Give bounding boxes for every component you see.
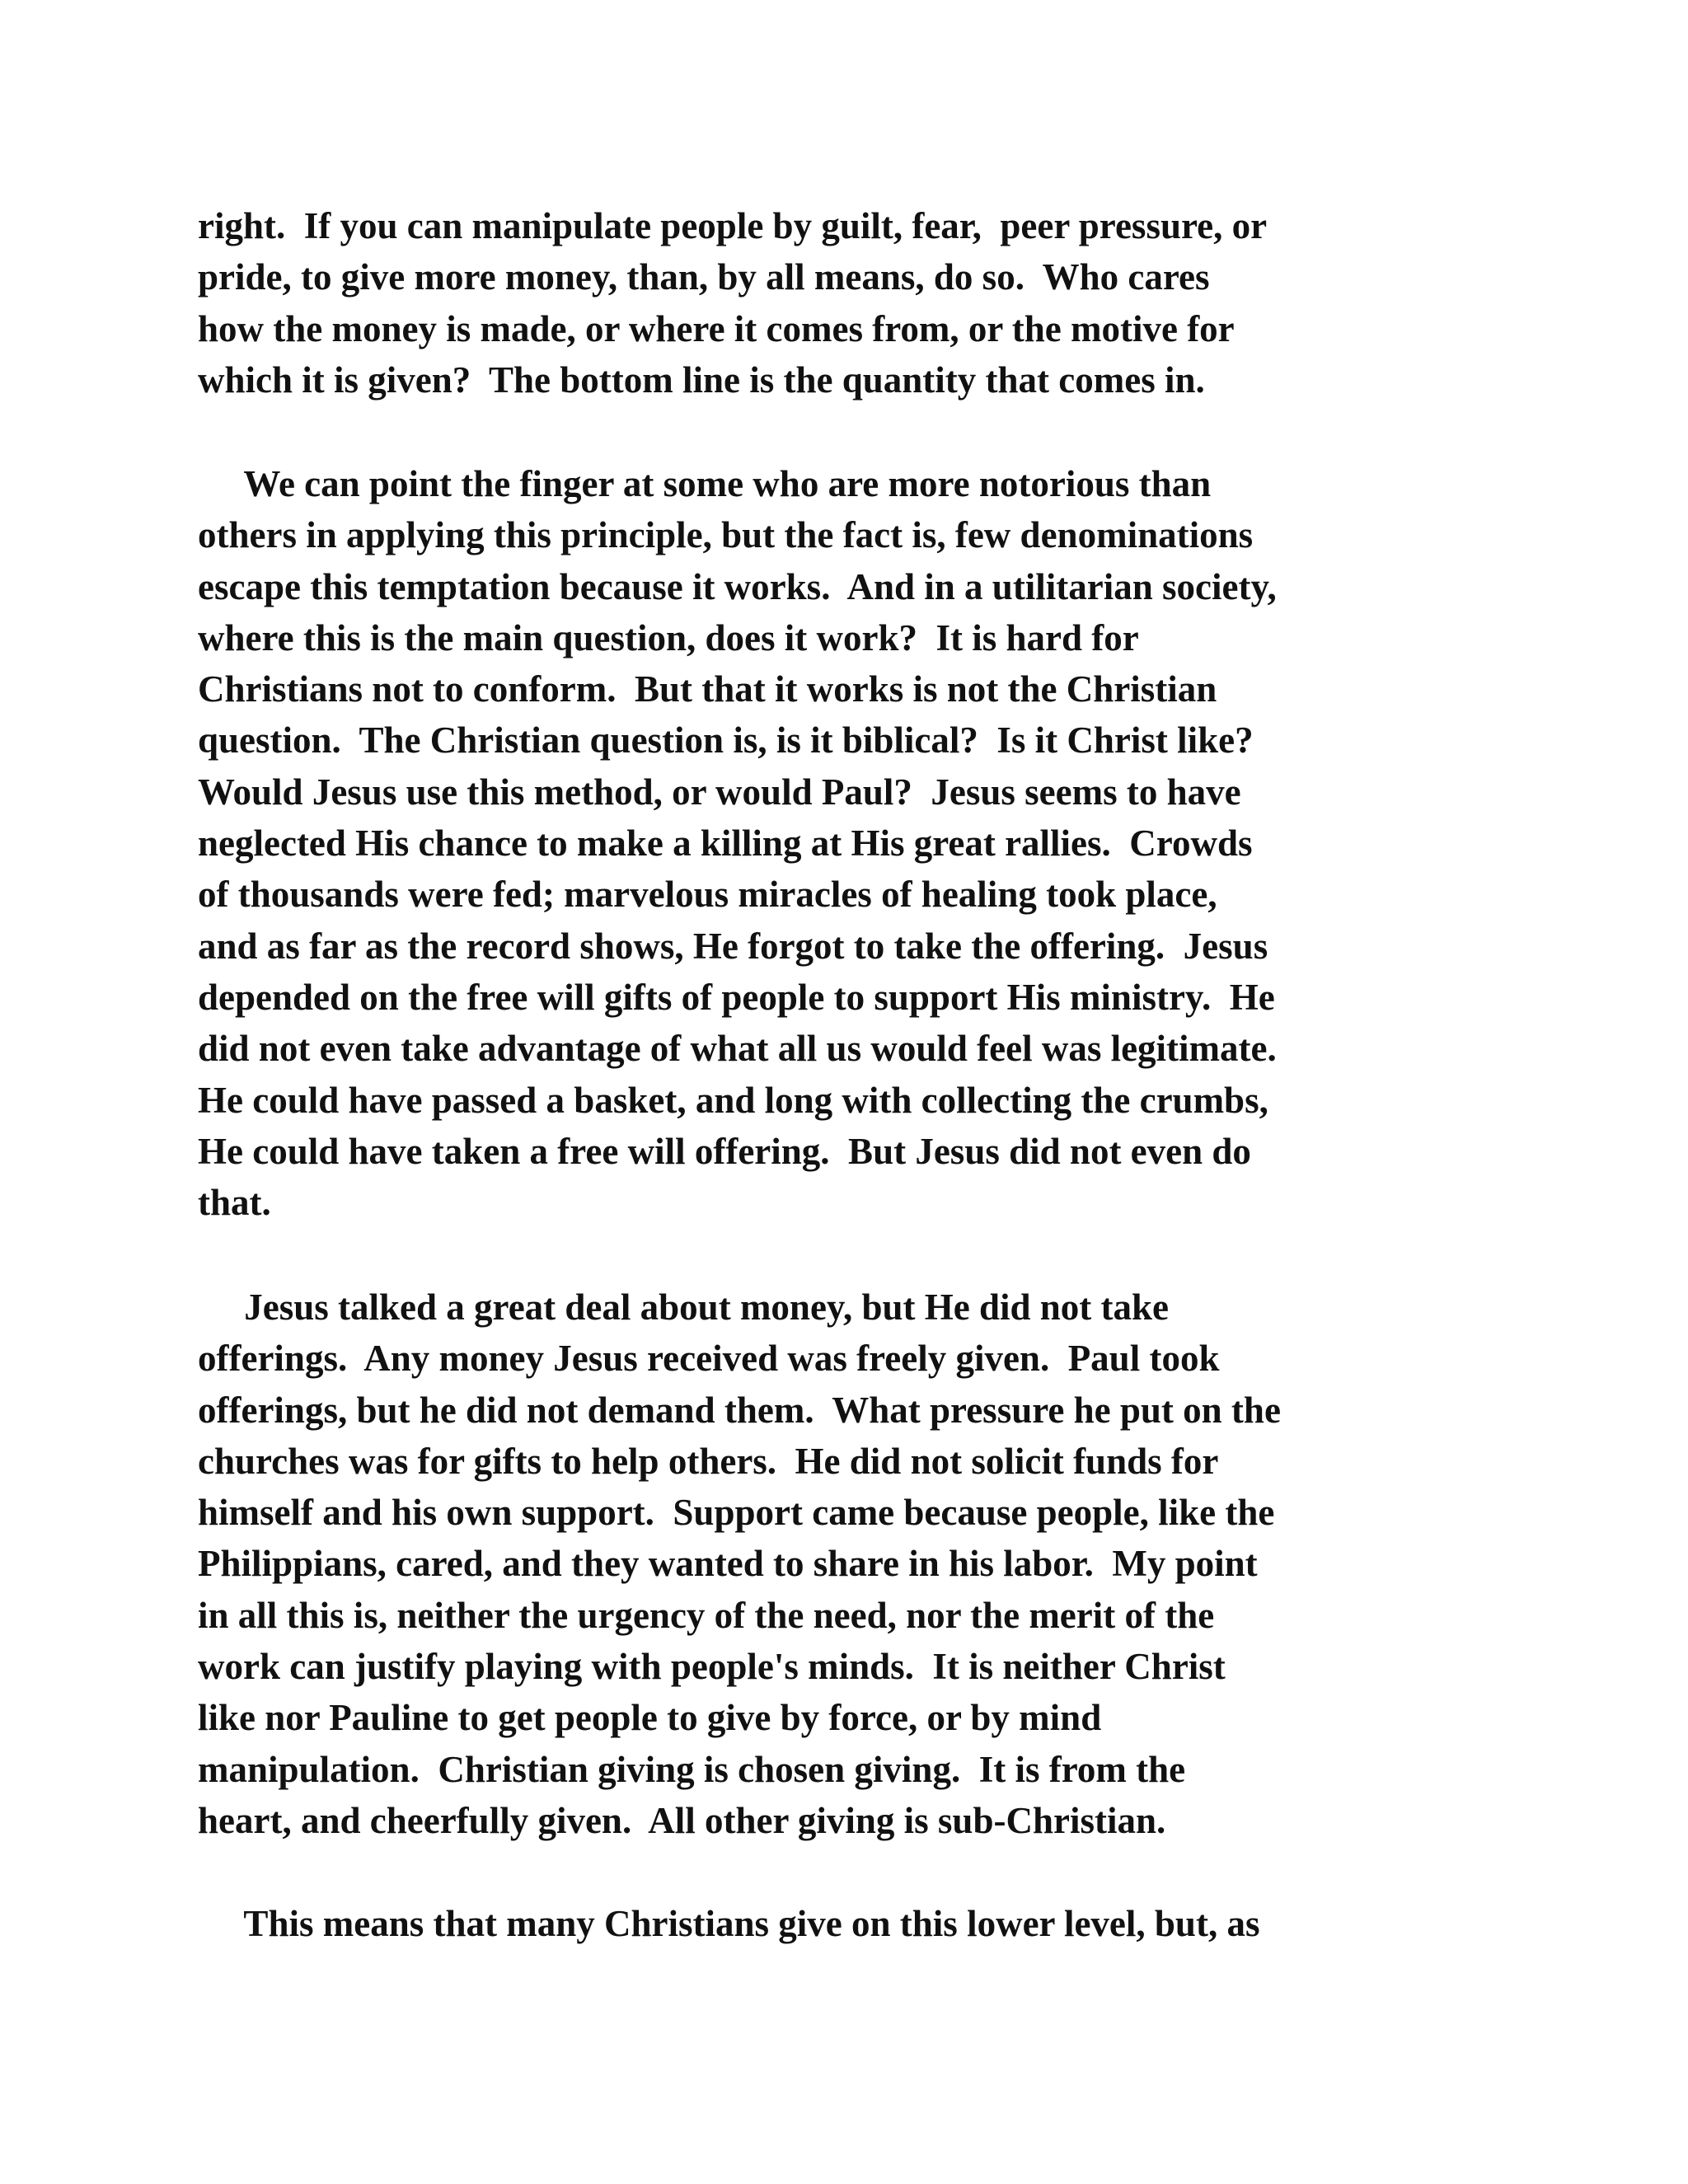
text-line: Philippians, cared, and they wanted to share in his labor. My point [198, 1543, 1258, 1585]
text-line: which it is given? The bottom line is the quantity that comes in. [198, 359, 1205, 401]
text-line: He could have taken a free will offering. But Jesus did not even do [198, 1130, 1251, 1172]
text-line: churches was for gifts to help others. He did not solicit funds for [198, 1440, 1219, 1482]
text-line: where this is the main question, does it work? It is hard for [198, 616, 1139, 658]
paragraph-1 [198, 200, 1500, 405]
text-line: This means that many Christians give on this lower level, but, as [198, 1903, 1260, 1944]
text-line: like nor Pauline to get people to give by force, or by mind [198, 1697, 1102, 1739]
text-line: escape this temptation because it works. And in a utilitarian society, [198, 565, 1277, 607]
text-line: offerings. Any money Jesus received was freely given. Paul took [198, 1338, 1220, 1380]
text-line: did not even take advantage of what all us would feel was legitimate. [198, 1028, 1277, 1070]
text-line: depended on the free will gifts of people to support His ministry. He [198, 976, 1275, 1018]
paragraph-3 [198, 1282, 1500, 1846]
text-line: offerings, but he did not demand them. What pressure he put on the [198, 1389, 1281, 1431]
paragraph-4 [198, 1898, 1500, 1949]
paragraph-2 [198, 458, 1500, 1228]
text-line: others in applying this principle, but the fact is, few denominations [198, 514, 1254, 556]
text-line: heart, and cheerfully given. All other giving is sub-Christian. [198, 1799, 1166, 1841]
text-line: right. If you can manipulate people by guilt, fear, peer pressure, or [198, 205, 1268, 246]
text-line: question. The Christian question is, is it biblical? Is it Christ like? [198, 719, 1254, 762]
text-line: and as far as the record shows, He forgot to take the offering. Jesus [198, 925, 1268, 967]
text-line: in all this is, neither the urgency of the need, nor the merit of the [198, 1594, 1215, 1636]
text-line: Christians not to conform. But that it works is not the Christian [198, 668, 1217, 710]
text-line: how the money is made, or where it comes from, or the motive for [198, 307, 1235, 349]
text-line: of thousands were fed; marvelous miracles of healing took place, [198, 874, 1217, 916]
text-line: himself and his own support. Support came because people, like the [198, 1492, 1275, 1534]
text-line: Jesus talked a great deal about money, but He did not take [198, 1286, 1170, 1328]
text-line: neglected His chance to make a killing at His great rallies. Crowds [198, 823, 1253, 865]
text-line: We can point the finger at some who are more notorious than [198, 463, 1212, 504]
text-line: that. [198, 1182, 271, 1224]
text-line: manipulation. Christian giving is chosen giving. It is from the [198, 1748, 1186, 1790]
text-line: work can justify playing with people's minds. It is neither Christ [198, 1646, 1226, 1688]
text-line: Would Jesus use this method, or would Paul? Jesus seems to have [198, 771, 1241, 813]
text-line: pride, to give more money, than, by all means, do so. Who cares [198, 256, 1210, 298]
text-line: He could have passed a basket, and long with collecting the crumbs, [198, 1079, 1268, 1121]
